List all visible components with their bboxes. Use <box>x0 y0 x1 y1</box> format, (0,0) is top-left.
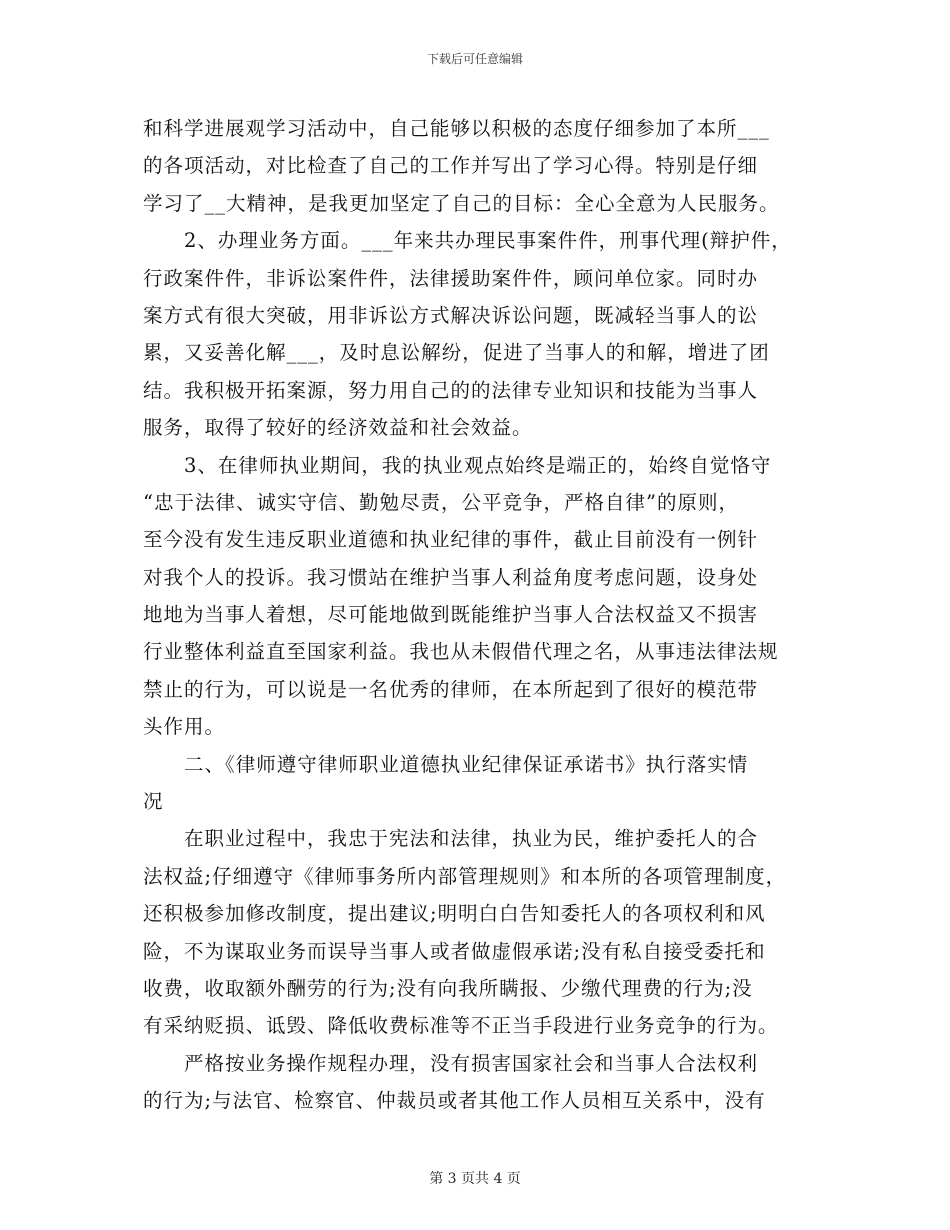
page-header: 下载后可任意编辑 <box>426 52 523 66</box>
document-body <box>143 110 815 1120</box>
text-line: 严格按业务操作规程办理，没有损害国家社会和当事人合法权利 <box>143 1051 759 1075</box>
text-line: 服务，取得了较好的经济效益和社会效益。 <box>143 416 533 440</box>
text-line: 法权益;仔细遵守《律师事务所内部管理规则》和本所的各项管理制度， <box>143 864 787 888</box>
text-line: 地地为当事人着想，尽可能地做到既能维护当事人合法权益又不损害 <box>143 603 759 627</box>
text-line: 累，又妥善化解___，及时息讼解纷，促进了当事人的和解，增进了团 <box>143 341 770 365</box>
text-line: “忠于法律、诚实守信、勤勉尽责，公平竞争，严格自律”的原则， <box>143 490 739 514</box>
page-footer: 第 3 页共 4 页 <box>429 1171 521 1187</box>
text-line: 在职业过程中，我忠于宪法和法律，执业为民，维护委托人的合 <box>143 827 759 851</box>
text-line: 学习了__大精神，是我更加坚定了自己的目标：全心全意为人民服务。 <box>143 191 780 215</box>
text-line: 3、在律师执业期间，我的执业观点始终是端正的，始终自觉恪守 <box>143 453 772 477</box>
section-heading: 况 <box>143 790 164 814</box>
text-line: 至今没有发生违反职业道德和执业纪律的事件，截止目前没有一例针 <box>143 528 759 552</box>
text-line: 险，不为谋取业务而误导当事人或者做虚假承诺;没有私自接受委托和 <box>143 939 766 963</box>
text-line: 的行为;与法官、检察官、仲裁员或者其他工作人员相互关系中，没有 <box>143 1089 766 1113</box>
text-line: 2、办理业务方面。___年来共办理民事案件件，刑事代理(辩护件， <box>143 229 792 253</box>
text-line: 行业整体利益直至国家利益。我也从未假借代理之名，从事违法律法规 <box>143 640 779 664</box>
text-line: 案方式有很大突破，用非诉讼方式解决诉讼问题，既减轻当事人的讼 <box>143 303 759 327</box>
text-line: 结。我积极开拓案源，努力用自己的的法律专业知识和技能为当事人 <box>143 378 759 402</box>
text-line: 和科学进展观学习活动中，自己能够以积极的态度仔细参加了本所___ <box>143 117 770 140</box>
section-heading: 二、《律师遵守律师职业道德执业纪律保证承诺书》执行落实情 <box>143 752 749 776</box>
text-line: 行政案件件，非诉讼案件件，法律援助案件件，顾问单位家。同时办 <box>143 266 759 290</box>
text-line: 有采纳贬损、诋毁、降低收费标准等不正当手段进行业务竞争的行为。 <box>143 1014 779 1038</box>
text-line: 对我个人的投诉。我习惯站在维护当事人利益角度考虑问题，设身处 <box>143 565 759 589</box>
text-line: 的各项活动，对比检查了自己的工作并写出了学习心得。特别是仔细 <box>143 154 759 178</box>
text-line: 头作用。 <box>143 715 226 739</box>
text-line: 禁止的行为，可以说是一名优秀的律师，在本所起到了很好的模范带 <box>143 677 759 701</box>
text-line: 收费，收取额外酬劳的行为;没有向我所瞒报、少缴代理费的行为;没 <box>143 976 753 1000</box>
text-line: 还积极参加修改制度，提出建议;明明白白告知委托人的各项权利和风 <box>143 902 766 926</box>
